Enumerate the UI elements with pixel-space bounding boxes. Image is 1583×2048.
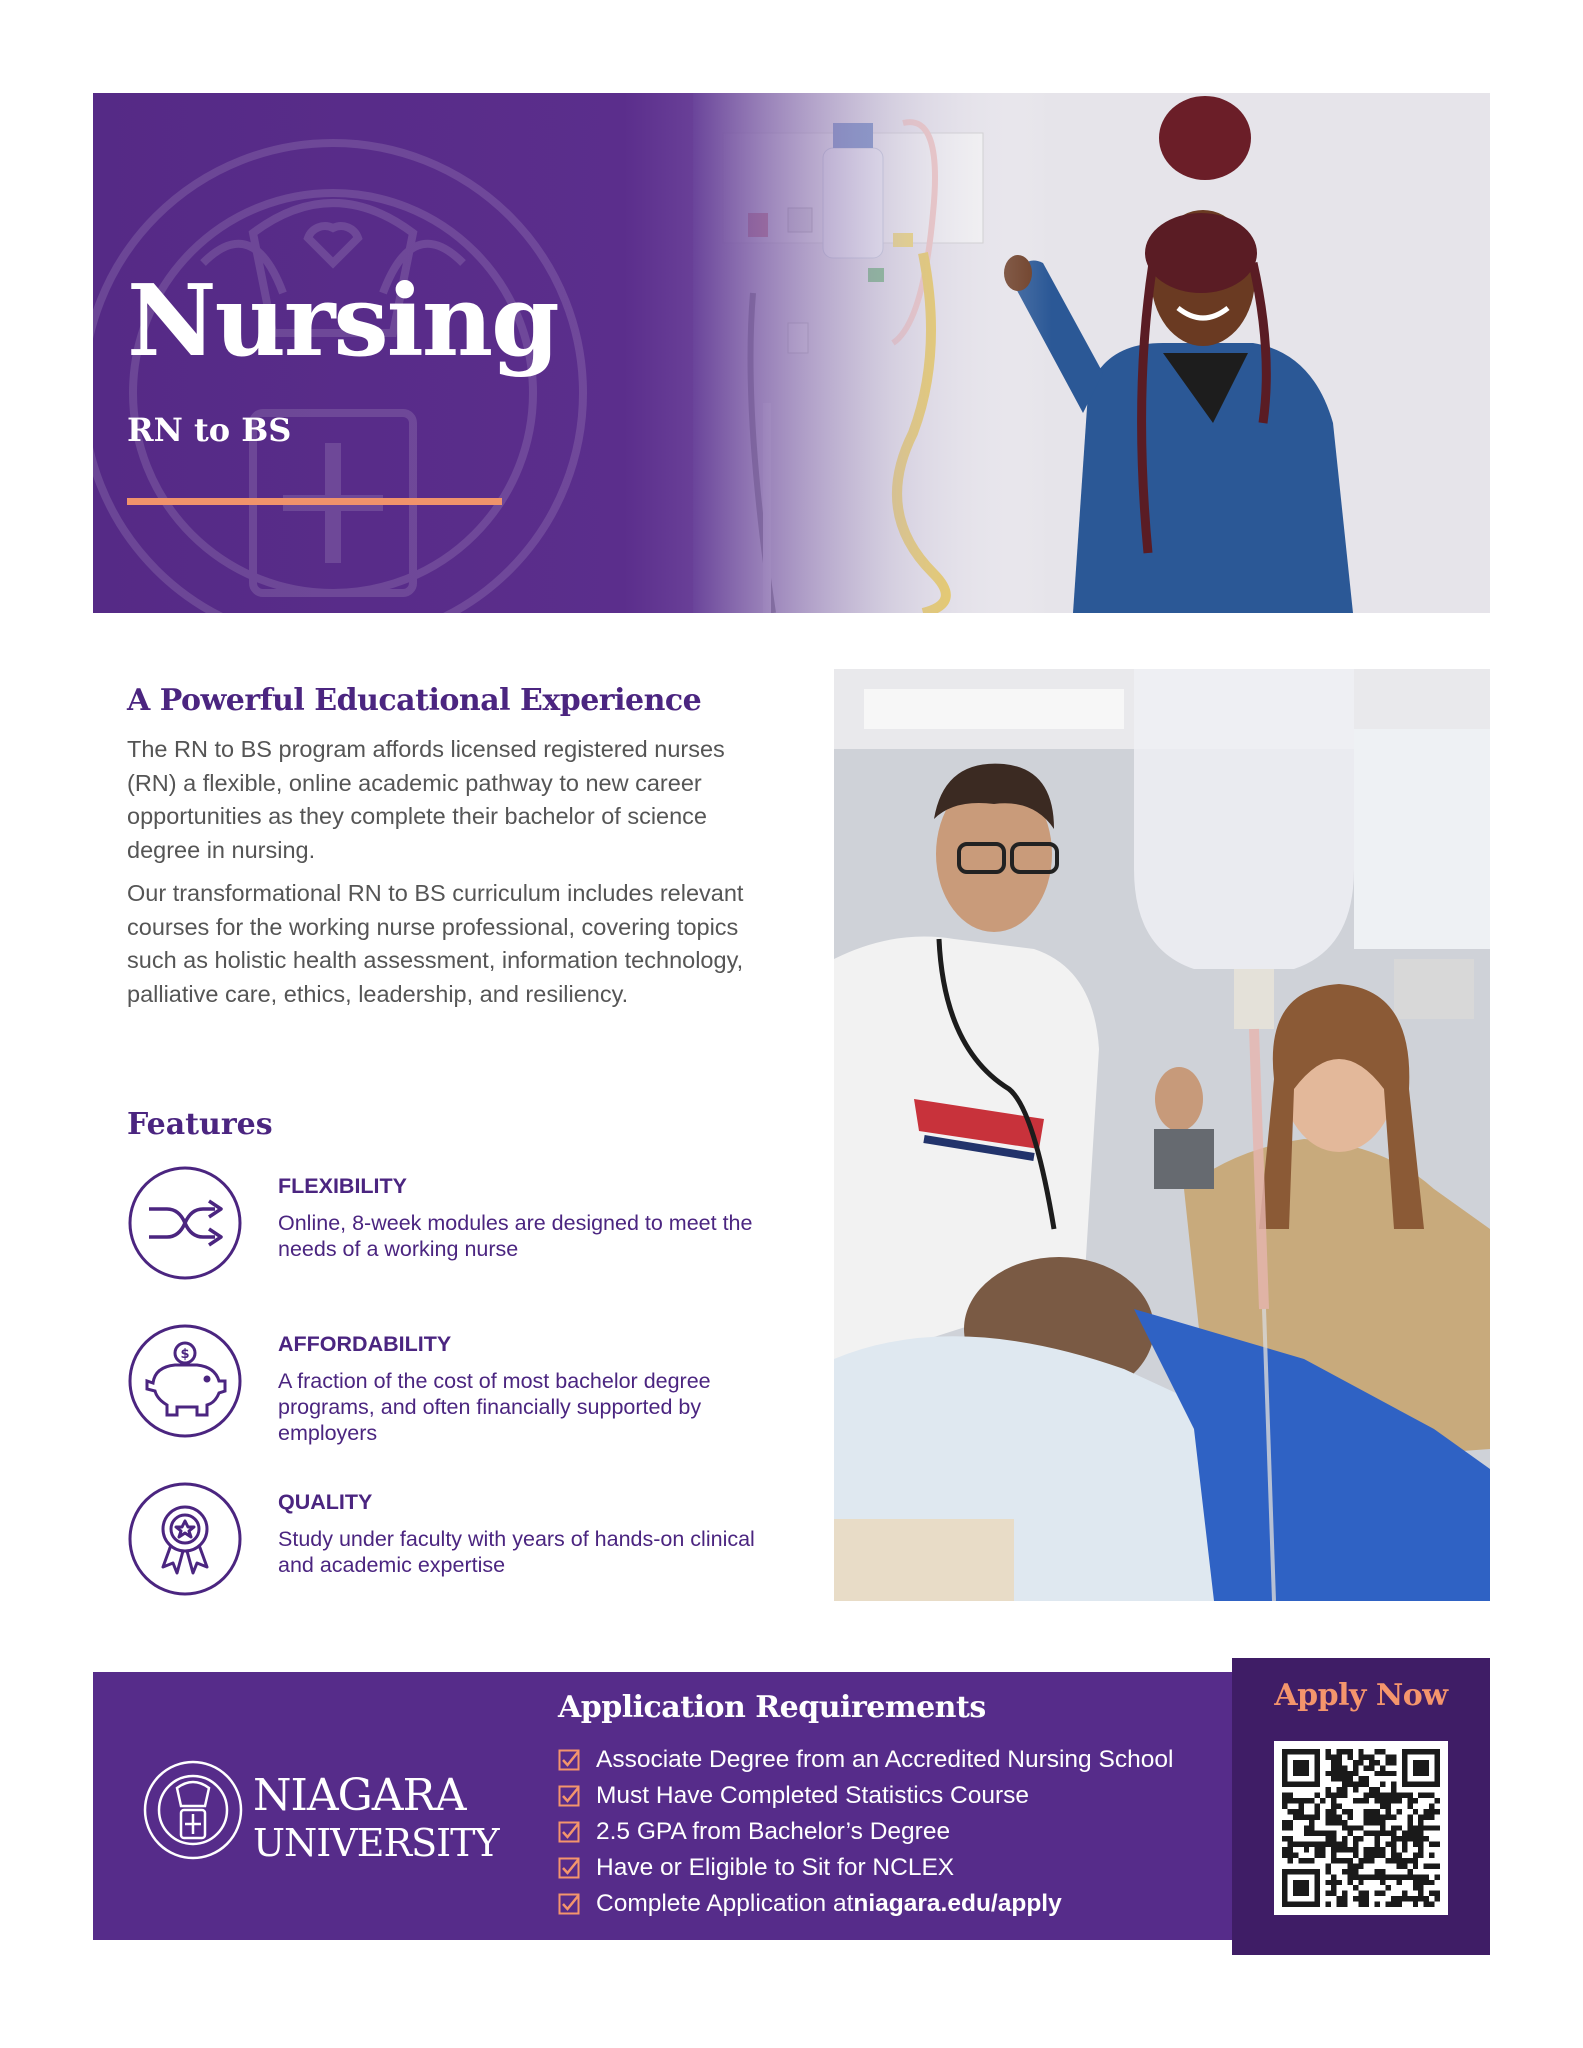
feature-affordability [127, 1323, 767, 1443]
shuffle-arrows-icon [127, 1165, 243, 1281]
logo-line-1: NIAGARA [253, 1770, 466, 1821]
requirements-heading: Application Requirements [558, 1690, 986, 1725]
apply-now-label: Apply Now [1274, 1678, 1448, 1713]
intro-paragraph: The RN to BS program affords licensed registered nurses (RN) a flexible, online academic pathway to new career opportunities as they complete their bachelor of science degree in nursing. [127, 736, 725, 863]
checkbox-checked-icon [558, 1893, 580, 1915]
feature-description: Online, 8-week modules are designed to meet the needs of a working nurse [278, 1211, 753, 1261]
checkbox-checked-icon [558, 1857, 580, 1879]
feature-flexibility [127, 1165, 767, 1285]
feature-title: FLEXIBILITY [278, 1174, 407, 1198]
requirement-text: Must Have Completed Statistics Course [596, 1782, 1029, 1809]
features-heading: Features [127, 1107, 273, 1142]
feature-title: AFFORDABILITY [278, 1332, 452, 1356]
checkbox-checked-icon [558, 1785, 580, 1807]
award-badge-icon [127, 1481, 243, 1597]
qr-code-icon [1282, 1749, 1440, 1907]
intro-heading: A Powerful Educational Experience [127, 683, 702, 718]
feature-quality [127, 1481, 767, 1601]
requirement-text: 2.5 GPA from Bachelor’s Degree [596, 1818, 951, 1845]
requirements-list [558, 1742, 1173, 1922]
accent-divider [127, 498, 502, 505]
requirement-item [558, 1814, 1173, 1850]
requirement-item [558, 1850, 1173, 1886]
simulation-lab-photo [834, 669, 1490, 1601]
requirement-text: Associate Degree from an Accredited Nursing School [596, 1746, 1174, 1773]
requirement-item [558, 1886, 1173, 1922]
checkbox-checked-icon [558, 1749, 580, 1771]
apply-now-panel [1232, 1658, 1490, 1955]
requirement-item [558, 1778, 1173, 1814]
checkbox-checked-icon [558, 1821, 580, 1843]
requirement-text: Complete Application at [596, 1890, 854, 1917]
apply-link[interactable]: niagara.edu/apply [853, 1890, 1062, 1917]
feature-title: QUALITY [278, 1490, 373, 1514]
hero-photo [693, 93, 1490, 613]
svg-text:$: $ [180, 1347, 190, 1362]
page-subtitle: RN to BS [127, 411, 292, 449]
requirement-text: Have or Eligible to Sit for NCLEX [596, 1854, 955, 1881]
piggy-bank-icon [127, 1323, 243, 1439]
page-title: Nursing [127, 264, 558, 379]
qr-code[interactable] [1274, 1741, 1448, 1915]
niagara-university-logo [141, 1748, 501, 1868]
curriculum-paragraph: Our transformational RN to BS curriculum includes relevant courses for the working nurse professional, covering topics such as holistic health assessment, information technology, palliative care, ethics, leadership, and resiliency. [127, 880, 744, 1007]
feature-description: A fraction of the cost of most bachelor degree programs, and often financially supported by employers [278, 1369, 711, 1445]
requirement-item [558, 1742, 1173, 1778]
hero-banner [93, 93, 1490, 613]
logo-line-2: UNIVERSITY [253, 1821, 499, 1865]
feature-description: Study under faculty with years of hands-on clinical and academic expertise [278, 1527, 755, 1577]
